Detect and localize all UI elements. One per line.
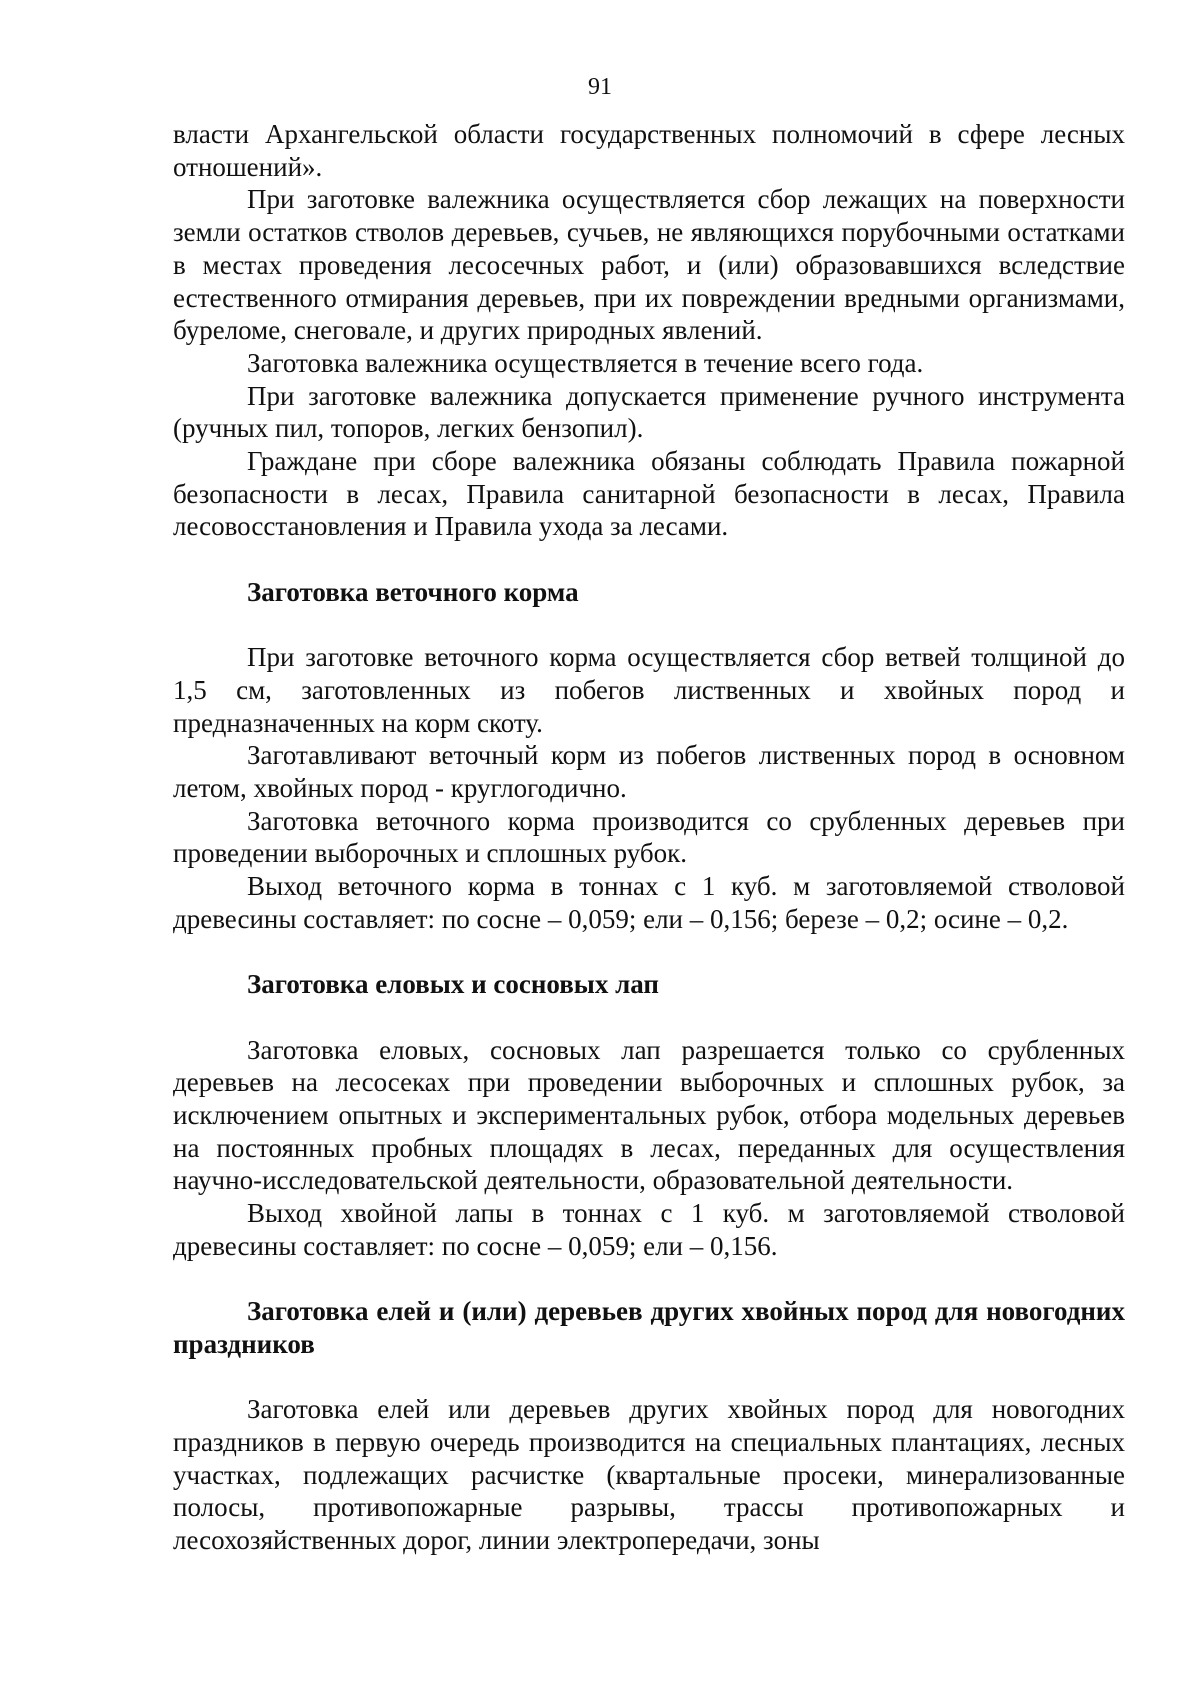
spacer: [173, 543, 1125, 576]
section-heading-new-year-trees: Заготовка елей и (или) деревьев других хвойных пород для новогодних праздников: [173, 1296, 1125, 1359]
document-body: [173, 118, 1125, 1557]
page-number: 91: [588, 74, 612, 100]
paragraph: Заготовка валежника осуществляется в течение всего года.: [247, 347, 924, 378]
spacer: [173, 1001, 1125, 1034]
spacer: [173, 936, 1125, 969]
paragraph: При заготовке веточного корма осуществляется сбор ветвей толщиной до 1,5 см, заготовленных из побегов лиственных и хвойных пород и предназначенных на корм скоту.: [173, 642, 1125, 738]
spacer: [173, 1361, 1125, 1394]
section-heading-fir-pine-branches: Заготовка еловых и сосновых лап: [247, 969, 659, 1000]
paragraph: Выход хвойной лапы в тоннах с 1 куб. м заготовляемой стволовой древесины составляет: по сосне – 0,059; ели – 0,156.: [173, 1198, 1125, 1261]
spacer: [173, 1263, 1125, 1296]
section-heading-branch-feed: Заготовка веточного корма: [247, 576, 579, 607]
paragraph: Заготовка веточного корма производится со срубленных деревьев при проведении выборочных и сплошных рубок.: [173, 805, 1125, 869]
paragraph: Граждане при сборе валежника обязаны соблюдать Правила пожарной безопасности в лесах, Правила санитарной безопасности в лесах, Правила лесовосстановления и Правила ухода за лесами.: [173, 446, 1125, 542]
paragraph: При заготовке валежника осуществляется сбор лежащих на поверхности земли остатков стволов деревьев, сучьев, не являющихся порубочными остатками в местах проведения лесосечных работ, и (или) образовавшихся вследствие естественного отмирания деревьев, при их повреждении вредными организмами, буреломе, снеговале, и других природных явлений.: [173, 184, 1125, 346]
paragraph: Заготавливают веточный корм из побегов лиственных пород в основном летом, хвойных пород - круглогодично.: [173, 740, 1125, 804]
paragraph: Заготовка еловых, сосновых лап разрешается только со срубленных деревьев на лесосеках при проведении выборочных и сплошных рубок, за исключением опытных и экспериментальных рубок, отбора модельных деревьев на постоянных пробных площадях в лесах, переданных для осуществления научно-исследовательской деятельности, образовательной деятельности.: [173, 1034, 1125, 1196]
paragraph: При заготовке валежника допускается применение ручного инструмента (ручных пил, топоров, легких бензопил).: [173, 380, 1125, 444]
paragraph-continuation: власти Архангельской области государственных полномочий в сфере лесных отношений».: [173, 119, 1125, 182]
paragraph: Заготовка елей или деревьев других хвойных пород для новогодних праздников в первую очередь производится на специальных плантациях, лесных участках, подлежащих расчистке (квартальные просеки, минерализованные полосы, противопожарные разрывы, трассы противопожарных и лесохозяйственных дорог, линии электропередачи, зоны: [173, 1394, 1125, 1556]
spacer: [173, 609, 1125, 642]
paragraph: Выход веточного корма в тоннах с 1 куб. м заготовляемой стволовой древесины составляет: по сосне – 0,059; ели – 0,156; березе – 0,2; осине – 0,2.: [173, 871, 1125, 934]
